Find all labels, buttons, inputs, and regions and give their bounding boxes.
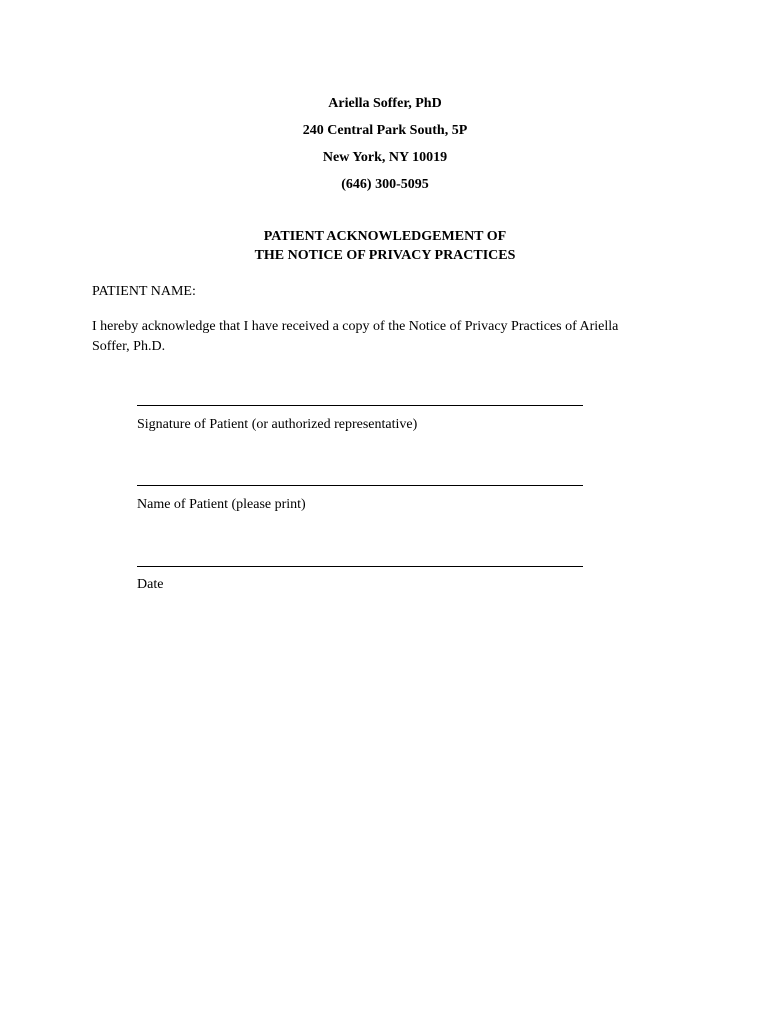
document-title-line-2: THE NOTICE OF PRIVACY PRACTICES xyxy=(254,248,516,263)
provider-address: 240 Central Park South, 5P xyxy=(302,123,468,138)
signature-line[interactable] xyxy=(137,405,583,406)
acknowledgement-statement xyxy=(92,317,667,357)
date-caption: Date xyxy=(137,577,164,592)
provider-phone: (646) 300-5095 xyxy=(341,177,429,192)
provider-city: New York, NY 10019 xyxy=(322,150,448,165)
date-line[interactable] xyxy=(137,566,583,567)
patient-name-caption: Name of Patient (please print) xyxy=(137,497,306,512)
signature-caption: Signature of Patient (or authorized representative) xyxy=(137,417,418,432)
patient-name-label: PATIENT NAME: xyxy=(92,284,196,299)
document-title-line-1: PATIENT ACKNOWLEDGEMENT OF xyxy=(263,229,507,244)
patient-name-line[interactable] xyxy=(137,485,583,486)
acknowledgement-line-1: I hereby acknowledge that I have received a copy of the Notice of Privacy Practices of Ariella xyxy=(92,319,619,334)
acknowledgement-line-2: Soffer, Ph.D. xyxy=(92,339,166,354)
provider-name: Ariella Soffer, PhD xyxy=(328,96,442,111)
